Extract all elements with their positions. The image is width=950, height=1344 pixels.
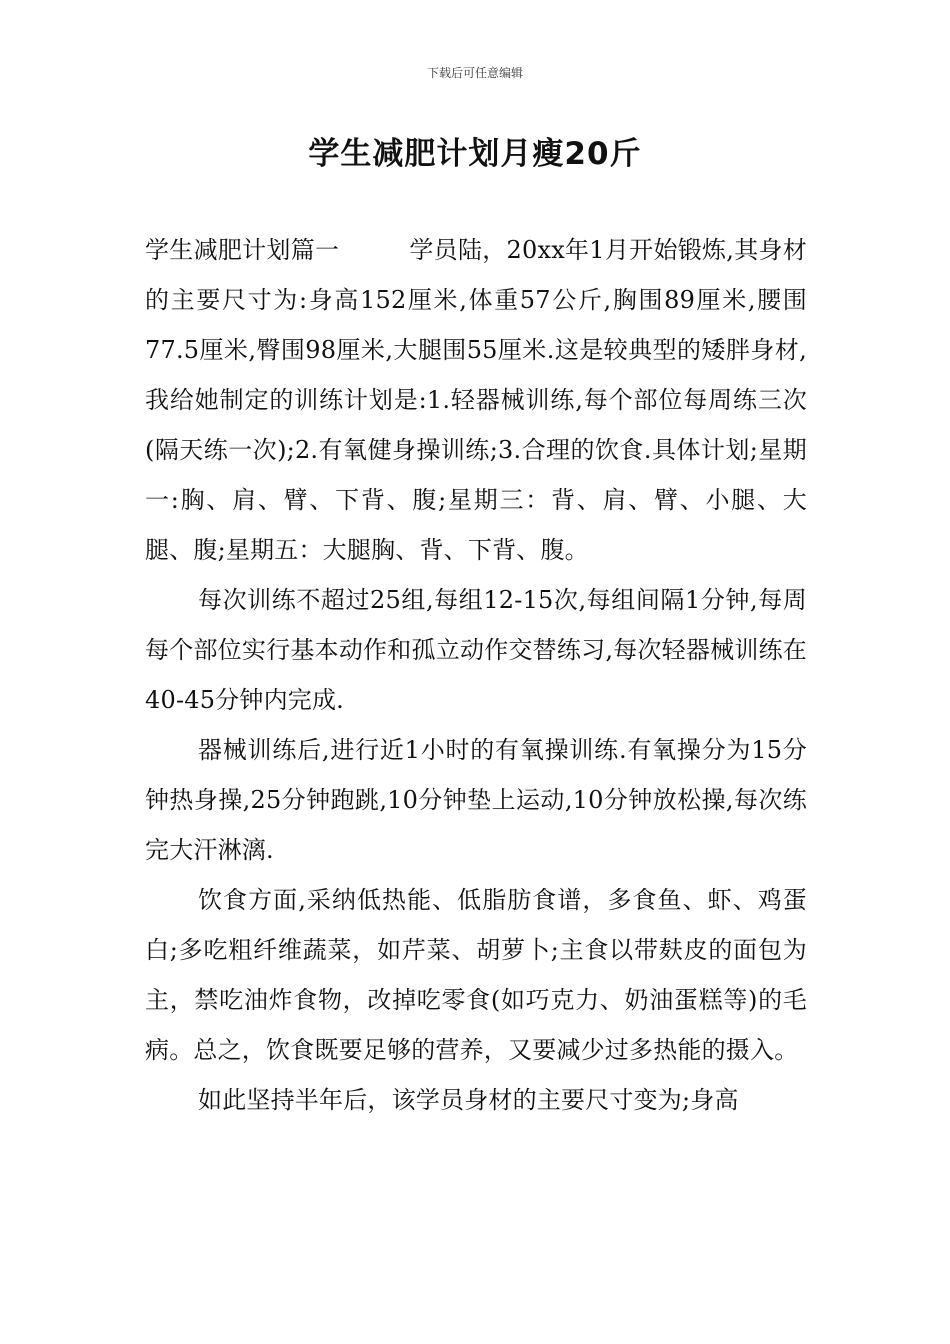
header-note: 下载后可任意编辑 bbox=[426, 66, 523, 80]
paragraph-2: 每次训练不超过25组,每组12-15次,每组间隔1分钟,每周每个部位实行基本动作和孤立动作交替练习,每次轻器械训练在40-45分钟内完成. bbox=[145, 586, 807, 714]
paragraph-1-text: 学员陆，20xx年1月开始锻炼,其身材的主要尺寸为:身高152厘米,体重57公斤,胸围89厘米,腰围77.5厘米,臀围98厘米,大腿围55厘米.这是较典型的矮胖身材,我给她制定的训练计划是:1.轻器械训练,每个部位每周练三次(隔天练一次);2.有氧健身操训练;3.合理的饮食.具体计划;星期一:胸、肩、臂、下背、腹;星期三：背、肩、臂、小腿、大腿、腹;星期五：大腿胸、背、下背、腹。 bbox=[145, 236, 807, 564]
section-label: 学生减肥计划篇一 bbox=[145, 236, 340, 264]
paragraph-5: 如此坚持半年后，该学员身材的主要尺寸变为;身高 bbox=[198, 1086, 739, 1114]
document-body bbox=[145, 225, 807, 1125]
paragraph-4: 饮食方面,采纳低热能、低脂肪食谱，多食鱼、虾、鸡蛋白;多吃粗纤维蔬菜，如芹菜、胡萝卜;主食以带麸皮的面包为主，禁吃油炸食物，改掉吃零食(如巧克力、奶油蛋糕等)的毛病。总之，饮食既要足够的营养，又要减少过多热能的摄入。 bbox=[145, 886, 807, 1064]
document-title: 学生减肥计划月瘦20斤 bbox=[308, 136, 642, 172]
paragraph-1 bbox=[145, 225, 807, 575]
paragraph-3: 器械训练后,进行近1小时的有氧操训练.有氧操分为15分钟热身操,25分钟跑跳,10分钟垫上运动,10分钟放松操,每次练完大汗淋漓. bbox=[145, 736, 807, 864]
